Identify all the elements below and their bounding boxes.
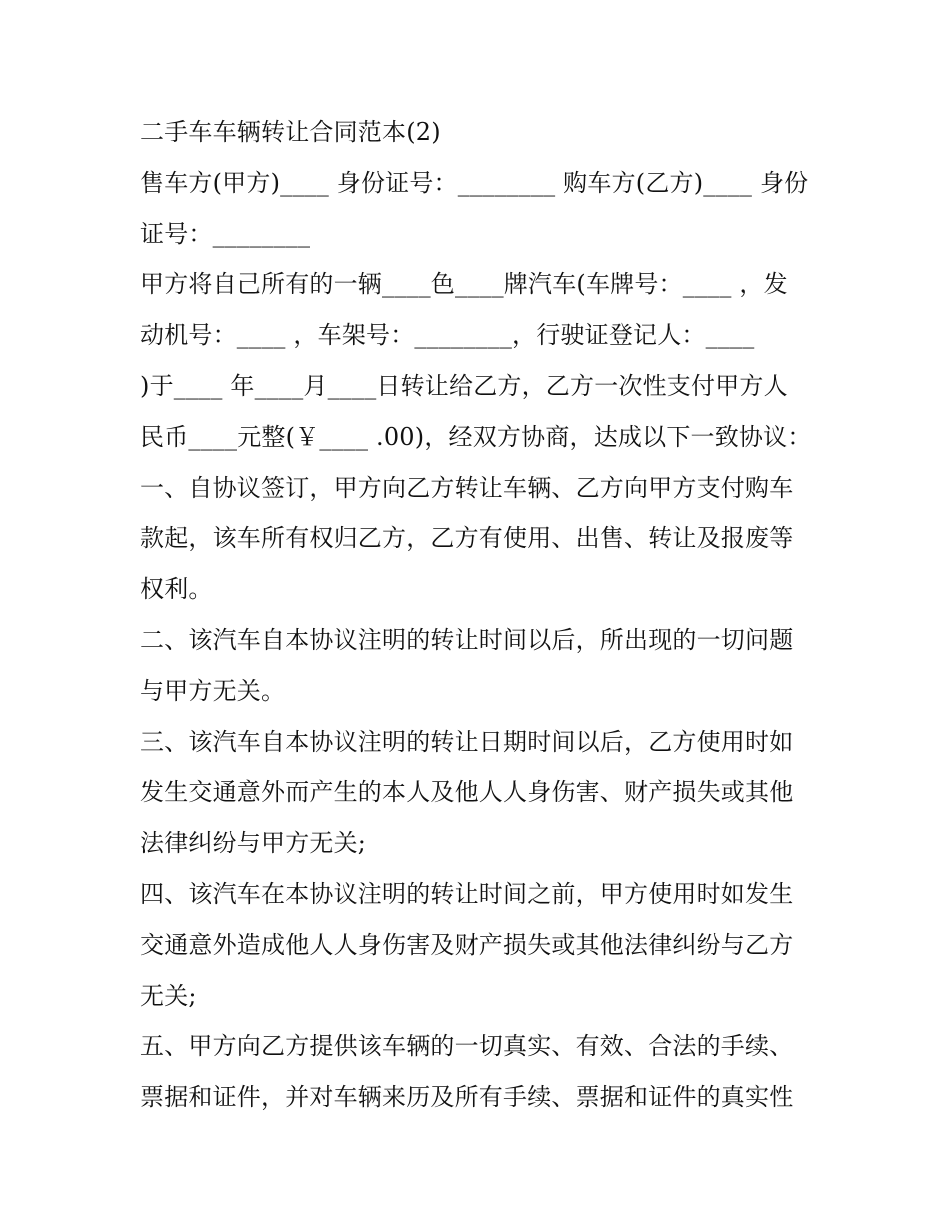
vehicle-line-2: 动机号：____ ，车架号：________，行驶证登记人：____ [140,321,755,350]
clause-3-line-1: 三、该汽车自本协议注明的转让日期时间以后，乙方使用时如 [140,727,794,756]
parties-line-1: 售车方(甲方)____ 身份证号：________ 购车方(乙方)____ 身份 [140,168,809,197]
clause-1-line-2: 款起，该车所有权归乙方，乙方有使用、出售、转让及报废等 [140,524,794,553]
clause-4-line-1: 四、该汽车在本协议注明的转让时间之前，甲方使用时如发生 [140,879,794,908]
clause-5-line-1: 五、甲方向乙方提供该车辆的一切真实、有效、合法的手续、 [140,1032,794,1061]
clause-3-line-3: 法律纠纷与甲方无关; [140,829,367,858]
transfer-date-line: )于____ 年____月____日转让给乙方，乙方一次性支付甲方人 [140,371,788,400]
clause-4-line-2: 交通意外造成他人人身伤害及财产损失或其他法律纠纷与乙方 [140,930,794,959]
payment-line: 民币____元整(￥____ .00)，经双方协商，达成以下一致协议： [140,422,812,451]
document-body [140,107,820,1123]
clause-1-line-1: 一、自协议签订，甲方向乙方转让车辆、乙方向甲方支付购车 [140,473,794,502]
clause-1-line-3: 权利。 [140,575,213,604]
clause-5-line-2: 票据和证件，并对车辆来历及所有手续、票据和证件的真实性 [140,1083,794,1112]
clause-4-line-3: 无关; [140,981,197,1010]
vehicle-line-1: 甲方将自己所有的一辆____色____牌汽车(车牌号：____ ，发 [140,270,788,299]
clause-3-line-2: 发生交通意外而产生的本人及他人人身伤害、财产损失或其他 [140,778,794,807]
parties-line-2: 证号：________ [140,219,311,248]
clause-2-line-2: 与甲方无关。 [140,676,286,705]
clause-2-line-1: 二、该汽车自本协议注明的转让时间以后，所出现的一切问题 [140,625,794,654]
document-title: 二手车车辆转让合同范本(2) [140,118,441,146]
